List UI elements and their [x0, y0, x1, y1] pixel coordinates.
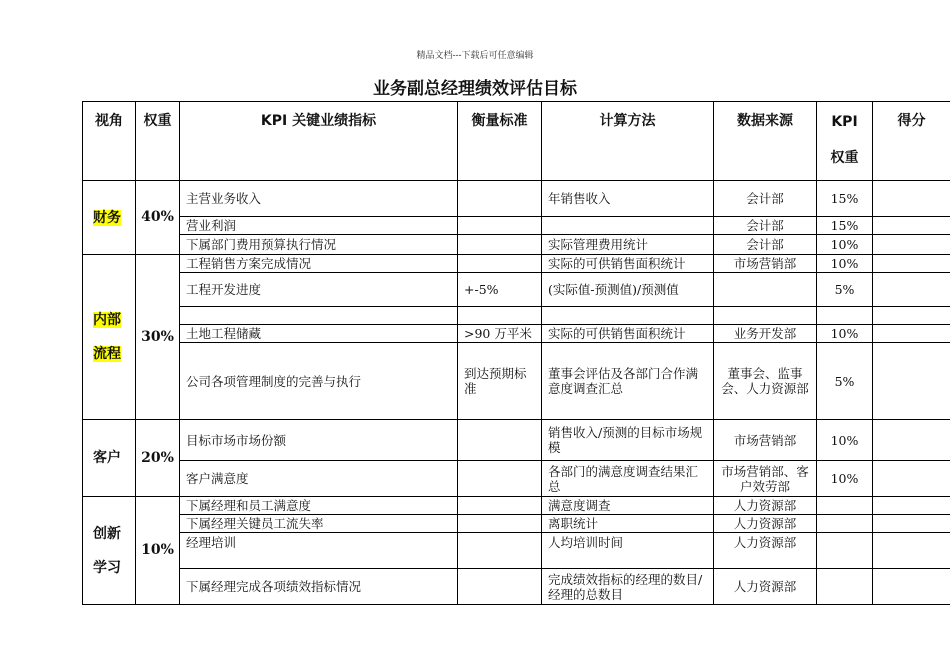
- perspective-customer: 客户: [83, 420, 136, 497]
- kpi-weight-cell: [817, 497, 873, 515]
- standard-cell: >90 万平米: [458, 325, 542, 343]
- kpi-cell: 工程开发进度: [180, 273, 458, 307]
- perspective-internal-process: [83, 255, 136, 420]
- document-title: 业务副总经理绩效评估目标: [373, 79, 577, 99]
- score-cell: [873, 181, 950, 217]
- score-cell: [873, 235, 950, 255]
- kpi-weight-cell: 10%: [817, 235, 873, 255]
- source-cell: 会计部: [714, 217, 817, 235]
- source-cell: 市场营销部: [714, 420, 817, 461]
- table-row: [83, 307, 950, 325]
- score-cell: [873, 255, 950, 273]
- kpi-cell: 下属经理完成各项绩效指标情况: [180, 569, 458, 605]
- standard-cell: [458, 307, 542, 325]
- col-header-kpi-weight: [817, 102, 873, 181]
- source-cell: [714, 307, 817, 325]
- table-row: [83, 515, 950, 533]
- source-cell: 董事会、监事会、人力资源部: [714, 343, 817, 420]
- kpi-cell: [180, 307, 458, 325]
- source-cell: 会计部: [714, 235, 817, 255]
- col-header-score: 得分: [873, 102, 950, 181]
- score-cell: [873, 515, 950, 533]
- method-cell: 年销售收入: [542, 181, 714, 217]
- kpi-weight-cell: [817, 569, 873, 605]
- table-header-row: [83, 102, 950, 181]
- col-header-kpi-weight-line2: 权重: [830, 150, 859, 166]
- perspective-innovation-learning: [83, 497, 136, 605]
- kpi-weight-cell: 5%: [817, 273, 873, 307]
- kpi-weight-cell: 10%: [817, 461, 873, 497]
- score-cell: [873, 273, 950, 307]
- kpi-cell: 土地工程储藏: [180, 325, 458, 343]
- method-cell: 实际管理费用统计: [542, 235, 714, 255]
- perspective-label-line1: 内部: [93, 312, 121, 328]
- method-cell: 实际的可供销售面积统计: [542, 325, 714, 343]
- table-row: [83, 217, 950, 235]
- method-cell: 离职统计: [542, 515, 714, 533]
- method-cell: 销售收入/预测的目标市场规模: [542, 420, 714, 461]
- standard-cell: [458, 569, 542, 605]
- kpi-cell: 营业利润: [180, 217, 458, 235]
- kpi-cell: 主营业务收入: [180, 181, 458, 217]
- perspective-label-line1: 创新: [93, 525, 121, 542]
- method-cell: 人均培训时间: [542, 533, 714, 569]
- score-cell: [873, 217, 950, 235]
- section-weight: 30%: [136, 255, 180, 420]
- standard-cell: [458, 235, 542, 255]
- perspective-label-line2: 流程: [93, 346, 121, 362]
- source-cell: 人力资源部: [714, 497, 817, 515]
- source-cell: 人力资源部: [714, 569, 817, 605]
- source-cell: 业务开发部: [714, 325, 817, 343]
- source-cell: 市场营销部: [714, 255, 817, 273]
- score-cell: [873, 569, 950, 605]
- col-header-perspective: 视角: [83, 102, 136, 181]
- method-cell: 各部门的满意度调查结果汇总: [542, 461, 714, 497]
- kpi-weight-cell: 10%: [817, 325, 873, 343]
- kpi-weight-cell: 10%: [817, 420, 873, 461]
- kpi-weight-cell: 15%: [817, 181, 873, 217]
- kpi-cell: 下属经理和员工满意度: [180, 497, 458, 515]
- source-cell: 会计部: [714, 181, 817, 217]
- kpi-cell: 下属部门费用预算执行情况: [180, 235, 458, 255]
- perspective-finance: [83, 181, 136, 255]
- kpi-cell: 客户满意度: [180, 461, 458, 497]
- score-cell: [873, 325, 950, 343]
- section-weight: 10%: [136, 497, 180, 605]
- kpi-weight-cell: 5%: [817, 343, 873, 420]
- method-cell: [542, 217, 714, 235]
- standard-cell: [458, 255, 542, 273]
- standard-cell: [458, 497, 542, 515]
- perspective-label-line2: 学习: [93, 559, 121, 576]
- table-row: [83, 569, 950, 605]
- col-header-weight: 权重: [136, 102, 180, 181]
- method-cell: (实际值-预测值)/预测值: [542, 273, 714, 307]
- source-cell: [714, 273, 817, 307]
- kpi-weight-cell: [817, 533, 873, 569]
- kpi-weight-cell: 10%: [817, 255, 873, 273]
- kpi-cell: 经理培训: [180, 533, 458, 569]
- col-header-method: 计算方法: [542, 102, 714, 181]
- kpi-cell: 下属经理关键员工流失率: [180, 515, 458, 533]
- score-cell: [873, 497, 950, 515]
- table-row: [83, 255, 950, 273]
- standard-cell: 到达预期标准: [458, 343, 542, 420]
- table-row: [83, 181, 950, 217]
- table-row: [83, 497, 950, 515]
- table-row: [83, 325, 950, 343]
- standard-cell: [458, 461, 542, 497]
- table-row: [83, 343, 950, 420]
- standard-cell: +-5%: [458, 273, 542, 307]
- section-weight: 40%: [136, 181, 180, 255]
- kpi-weight-cell: [817, 515, 873, 533]
- col-header-kpi: KPI 关键业绩指标: [180, 102, 458, 181]
- perspective-label: 财务: [93, 209, 121, 226]
- source-cell: 市场营销部、客户效劳部: [714, 461, 817, 497]
- kpi-weight-cell: 15%: [817, 217, 873, 235]
- table-row: [83, 461, 950, 497]
- table-row: [83, 420, 950, 461]
- col-header-standard: 衡量标准: [458, 102, 542, 181]
- method-cell: 满意度调查: [542, 497, 714, 515]
- standard-cell: [458, 420, 542, 461]
- section-weight: 20%: [136, 420, 180, 497]
- standard-cell: [458, 217, 542, 235]
- header-note: 精品文档---下载后可任意编辑: [416, 51, 534, 61]
- kpi-cell: 公司各项管理制度的完善与执行: [180, 343, 458, 420]
- table-row: [83, 235, 950, 255]
- kpi-weight-cell: [817, 307, 873, 325]
- source-cell: 人力资源部: [714, 533, 817, 569]
- score-cell: [873, 420, 950, 461]
- kpi-cell: 目标市场市场份额: [180, 420, 458, 461]
- method-cell: [542, 307, 714, 325]
- table-row: [83, 273, 950, 307]
- score-cell: [873, 307, 950, 325]
- score-cell: [873, 343, 950, 420]
- standard-cell: [458, 515, 542, 533]
- col-header-kpi-weight-line1: KPI: [831, 114, 858, 130]
- standard-cell: [458, 181, 542, 217]
- method-cell: 完成绩效指标的经理的数目/经理的总数目: [542, 569, 714, 605]
- score-cell: [873, 461, 950, 497]
- kpi-cell: 工程销售方案完成情况: [180, 255, 458, 273]
- table-row: [83, 533, 950, 569]
- method-cell: 董事会评估及各部门合作满意度调查汇总: [542, 343, 714, 420]
- kpi-table: [82, 101, 950, 605]
- standard-cell: [458, 533, 542, 569]
- method-cell: 实际的可供销售面积统计: [542, 255, 714, 273]
- source-cell: 人力资源部: [714, 515, 817, 533]
- col-header-source: 数据来源: [714, 102, 817, 181]
- score-cell: [873, 533, 950, 569]
